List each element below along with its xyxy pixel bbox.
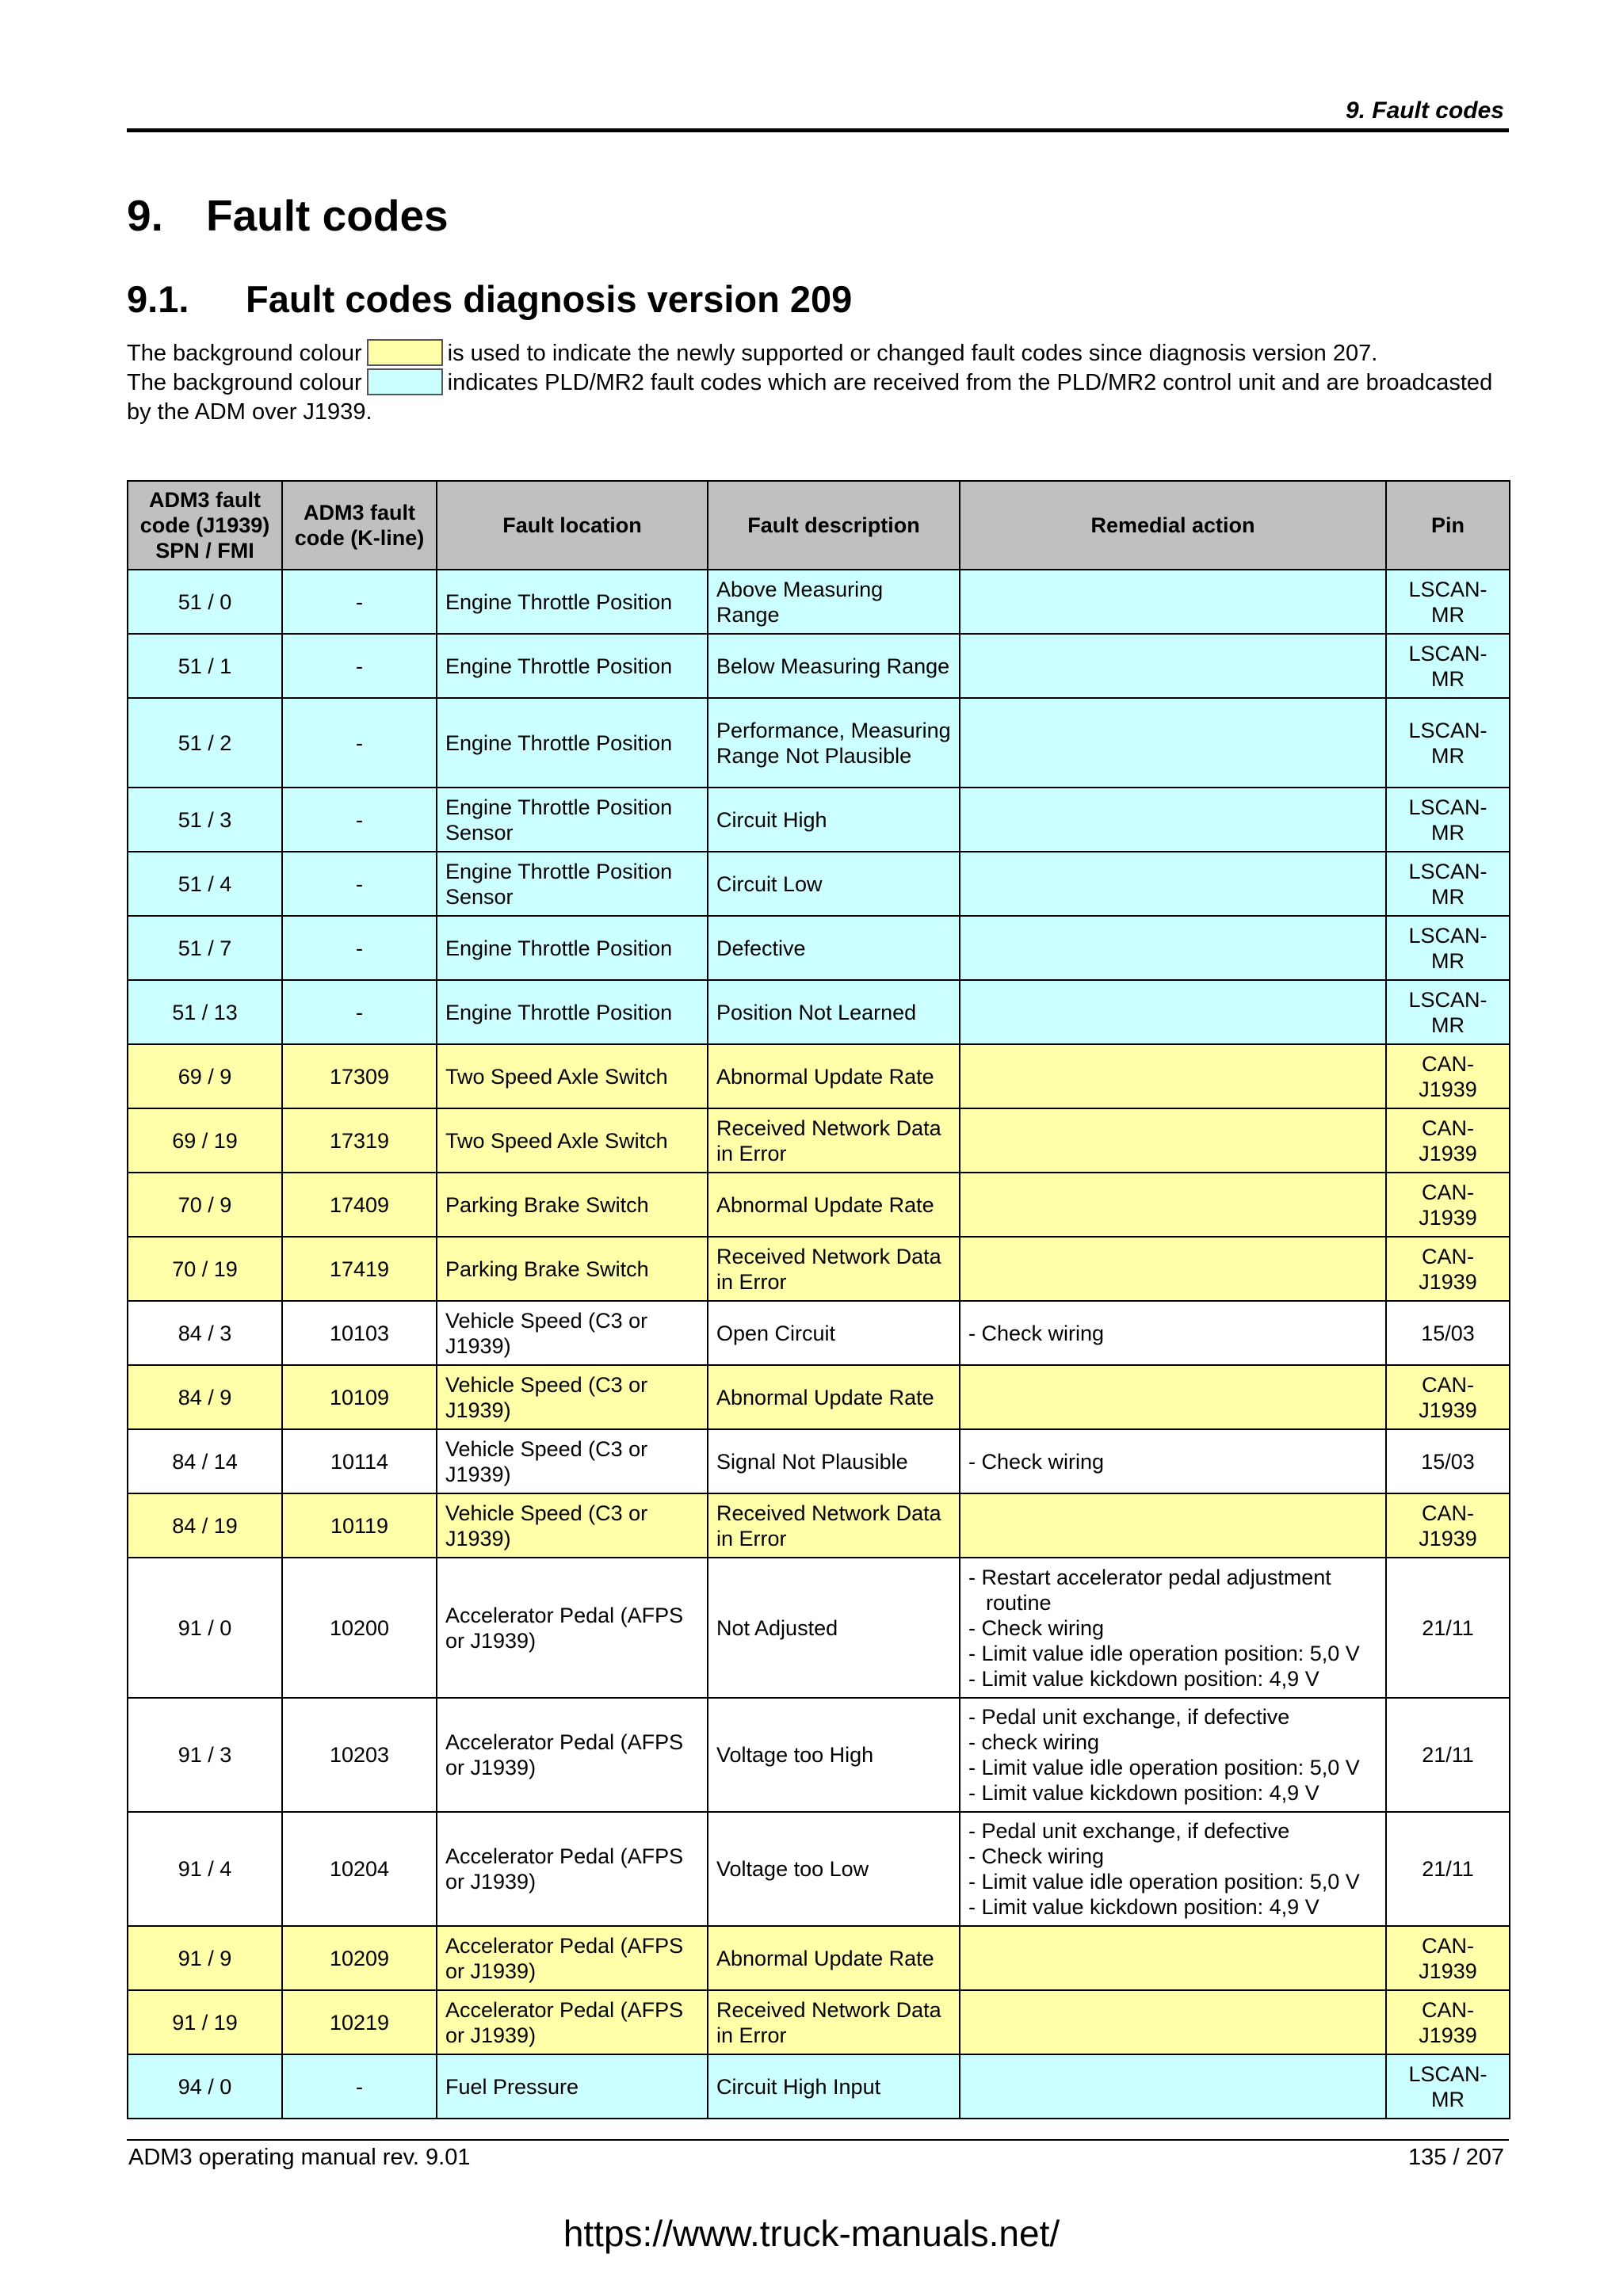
cell-description: Performance, Measuring Range Not Plausible (708, 698, 960, 788)
header-spn-fmi: ADM3 fault code (J1939) SPN / FMI (128, 481, 282, 570)
cell-description: Circuit High (708, 788, 960, 852)
cell-spn-fmi: 51 / 13 (128, 980, 282, 1044)
cell-location: Two Speed Axle Switch (437, 1044, 708, 1108)
cell-location: Engine Throttle Position (437, 634, 708, 698)
cell-remedial (960, 698, 1386, 788)
remedial-item: - Check wiring (968, 1321, 1377, 1346)
cell-kline: 17309 (282, 1044, 437, 1108)
subsection-title: Fault codes diagnosis version 209 (246, 278, 853, 320)
cell-kline: - (282, 2054, 437, 2119)
table-row (128, 1812, 1510, 1926)
table-row (128, 1558, 1510, 1698)
cell-location: Accelerator Pedal (AFPS or J1939) (437, 1558, 708, 1698)
cell-remedial (960, 980, 1386, 1044)
cell-description: Received Network Data in Error (708, 1237, 960, 1301)
cell-kline: 17409 (282, 1173, 437, 1237)
cell-description: Position Not Learned (708, 980, 960, 1044)
cell-remedial (960, 1990, 1386, 2054)
table-row (128, 1301, 1510, 1365)
cell-location: Vehicle Speed (C3 or J1939) (437, 1365, 708, 1429)
cell-pin: 21/11 (1386, 1812, 1510, 1926)
cell-pin: LSCAN-MR (1386, 634, 1510, 698)
table-header-row (128, 481, 1510, 570)
remedial-list (968, 1449, 1377, 1474)
remedial-item: - Pedal unit exchange, if defective (968, 1704, 1377, 1730)
section-title: Fault codes (206, 191, 449, 240)
cyan-swatch (367, 368, 443, 395)
cell-spn-fmi: 51 / 2 (128, 698, 282, 788)
table-body (128, 570, 1510, 2119)
cell-location: Engine Throttle Position Sensor (437, 852, 708, 916)
table-row (128, 570, 1510, 634)
cell-description: Signal Not Plausible (708, 1429, 960, 1493)
intro-line1-after: is used to indicate the newly supported or changed fault codes since diagnosis version 207. (447, 341, 1378, 366)
table-row (128, 1044, 1510, 1108)
yellow-swatch (367, 339, 443, 366)
cell-spn-fmi: 84 / 9 (128, 1365, 282, 1429)
cell-description: Defective (708, 916, 960, 980)
section-number: 9. (127, 191, 163, 240)
cell-location: Accelerator Pedal (AFPS or J1939) (437, 1990, 708, 2054)
intro-paragraph (127, 339, 1522, 427)
cell-location: Fuel Pressure (437, 2054, 708, 2119)
table-row (128, 1108, 1510, 1173)
cell-remedial (960, 1812, 1386, 1926)
cell-pin: 21/11 (1386, 1698, 1510, 1812)
cell-pin: CAN-J1939 (1386, 1237, 1510, 1301)
cell-location: Engine Throttle Position (437, 698, 708, 788)
remedial-item: - Check wiring (968, 1449, 1377, 1474)
cell-pin: 21/11 (1386, 1558, 1510, 1698)
cell-remedial (960, 852, 1386, 916)
remedial-list (968, 1321, 1377, 1346)
remedial-item: - Limit value kickdown position: 4,9 V (968, 1666, 1377, 1691)
table-row (128, 2054, 1510, 2119)
cell-pin: LSCAN-MR (1386, 980, 1510, 1044)
remedial-item: - Limit value idle operation position: 5,0 V (968, 1641, 1377, 1666)
cell-remedial (960, 2054, 1386, 2119)
cell-spn-fmi: 84 / 19 (128, 1493, 282, 1558)
cell-spn-fmi: 69 / 19 (128, 1108, 282, 1173)
cell-kline: - (282, 788, 437, 852)
footer-manual-title: ADM3 operating manual rev. 9.01 (128, 2145, 471, 2170)
cell-spn-fmi: 51 / 0 (128, 570, 282, 634)
cell-pin: CAN-J1939 (1386, 1926, 1510, 1990)
cell-spn-fmi: 70 / 19 (128, 1237, 282, 1301)
cell-pin: CAN-J1939 (1386, 1365, 1510, 1429)
cell-location: Parking Brake Switch (437, 1237, 708, 1301)
cell-remedial (960, 1301, 1386, 1365)
table-row (128, 1698, 1510, 1812)
table-row (128, 634, 1510, 698)
cell-location: Engine Throttle Position (437, 980, 708, 1044)
cell-spn-fmi: 84 / 14 (128, 1429, 282, 1493)
section-heading (127, 190, 449, 241)
cell-pin: CAN-J1939 (1386, 1044, 1510, 1108)
cell-spn-fmi: 91 / 0 (128, 1558, 282, 1698)
cell-location: Vehicle Speed (C3 or J1939) (437, 1493, 708, 1558)
cell-remedial (960, 1558, 1386, 1698)
table-row (128, 1237, 1510, 1301)
cell-remedial (960, 1365, 1386, 1429)
cell-description: Below Measuring Range (708, 634, 960, 698)
header-location: Fault location (437, 481, 708, 570)
cell-spn-fmi: 51 / 4 (128, 852, 282, 916)
intro-line2-after: indicates PLD/MR2 fault codes which are received from the PLD/MR2 control unit and are broadcasted by the ADM over J1939. (127, 370, 1493, 425)
cell-description: Not Adjusted (708, 1558, 960, 1698)
remedial-list (968, 1704, 1377, 1806)
header-kline: ADM3 fault code (K-line) (282, 481, 437, 570)
cell-remedial (960, 1926, 1386, 1990)
table-row (128, 1493, 1510, 1558)
cell-remedial (960, 634, 1386, 698)
cell-pin: 15/03 (1386, 1301, 1510, 1365)
cell-location: Accelerator Pedal (AFPS or J1939) (437, 1698, 708, 1812)
cell-pin: LSCAN-MR (1386, 852, 1510, 916)
cell-description: Circuit Low (708, 852, 960, 916)
table-row (128, 1173, 1510, 1237)
cell-description: Voltage too Low (708, 1812, 960, 1926)
cell-kline: 10103 (282, 1301, 437, 1365)
table-row (128, 1990, 1510, 2054)
cell-location: Engine Throttle Position (437, 570, 708, 634)
remedial-item: - Limit value idle operation position: 5,0 V (968, 1755, 1377, 1780)
cell-description: Open Circuit (708, 1301, 960, 1365)
cell-spn-fmi: 51 / 7 (128, 916, 282, 980)
cell-kline: 10109 (282, 1365, 437, 1429)
table-row (128, 1365, 1510, 1429)
cell-remedial (960, 1173, 1386, 1237)
cell-remedial (960, 1698, 1386, 1812)
cell-kline: 10200 (282, 1558, 437, 1698)
cell-description: Abnormal Update Rate (708, 1044, 960, 1108)
cell-description: Voltage too High (708, 1698, 960, 1812)
table-row (128, 852, 1510, 916)
cell-kline: - (282, 698, 437, 788)
cell-spn-fmi: 69 / 9 (128, 1044, 282, 1108)
table-row (128, 916, 1510, 980)
cell-kline: - (282, 916, 437, 980)
cell-kline: 10219 (282, 1990, 437, 2054)
cell-description: Received Network Data in Error (708, 1108, 960, 1173)
cell-kline: - (282, 634, 437, 698)
table-row (128, 1429, 1510, 1493)
cell-description: Abnormal Update Rate (708, 1926, 960, 1990)
cell-remedial (960, 1237, 1386, 1301)
subsection-heading (127, 277, 852, 321)
table-row (128, 788, 1510, 852)
cell-kline: - (282, 570, 437, 634)
remedial-item: - Limit value idle operation position: 5,0 V (968, 1869, 1377, 1894)
cell-spn-fmi: 91 / 9 (128, 1926, 282, 1990)
cell-pin: LSCAN-MR (1386, 916, 1510, 980)
cell-remedial (960, 1493, 1386, 1558)
cell-spn-fmi: 91 / 3 (128, 1698, 282, 1812)
cell-description: Above Measuring Range (708, 570, 960, 634)
cell-remedial (960, 788, 1386, 852)
header-description: Fault description (708, 481, 960, 570)
cell-pin: LSCAN-MR (1386, 570, 1510, 634)
cell-remedial (960, 1044, 1386, 1108)
cell-location: Parking Brake Switch (437, 1173, 708, 1237)
cell-spn-fmi: 91 / 19 (128, 1990, 282, 2054)
cell-description: Abnormal Update Rate (708, 1365, 960, 1429)
fault-codes-table (127, 480, 1510, 2119)
footer-rule (127, 2139, 1509, 2141)
cell-spn-fmi: 70 / 9 (128, 1173, 282, 1237)
table-row (128, 698, 1510, 788)
remedial-item: - check wiring (968, 1730, 1377, 1755)
cell-pin: CAN-J1939 (1386, 1173, 1510, 1237)
cell-location: Vehicle Speed (C3 or J1939) (437, 1301, 708, 1365)
remedial-list (968, 1565, 1377, 1691)
cell-spn-fmi: 91 / 4 (128, 1812, 282, 1926)
cell-kline: - (282, 852, 437, 916)
cell-remedial (960, 916, 1386, 980)
cell-remedial (960, 570, 1386, 634)
cell-kline: 17419 (282, 1237, 437, 1301)
cell-remedial (960, 1429, 1386, 1493)
remedial-item: - Restart accelerator pedal adjustment routine (968, 1565, 1377, 1615)
cell-pin: CAN-J1939 (1386, 1108, 1510, 1173)
remedial-item: - Check wiring (968, 1615, 1377, 1641)
remedial-item: - Pedal unit exchange, if defective (968, 1818, 1377, 1844)
header-rule (127, 128, 1509, 132)
subsection-number: 9.1. (127, 278, 189, 320)
footer-page-number: 135 / 207 (1408, 2145, 1504, 2170)
cell-spn-fmi: 84 / 3 (128, 1301, 282, 1365)
cell-description: Received Network Data in Error (708, 1493, 960, 1558)
table-row (128, 980, 1510, 1044)
cell-kline: 10203 (282, 1698, 437, 1812)
cell-location: Accelerator Pedal (AFPS or J1939) (437, 1812, 708, 1926)
intro-line-new (127, 339, 1522, 368)
remedial-item: - Check wiring (968, 1844, 1377, 1869)
cell-spn-fmi: 51 / 3 (128, 788, 282, 852)
cell-kline: 10114 (282, 1429, 437, 1493)
cell-pin: CAN-J1939 (1386, 1493, 1510, 1558)
cell-pin: LSCAN-MR (1386, 788, 1510, 852)
cell-pin: LSCAN-MR (1386, 2054, 1510, 2119)
cell-location: Two Speed Axle Switch (437, 1108, 708, 1173)
cell-remedial (960, 1108, 1386, 1173)
running-header: 9. Fault codes (1345, 97, 1504, 124)
cell-location: Accelerator Pedal (AFPS or J1939) (437, 1926, 708, 1990)
cell-pin: CAN-J1939 (1386, 1990, 1510, 2054)
remedial-item: - Limit value kickdown position: 4,9 V (968, 1780, 1377, 1806)
cell-kline: - (282, 980, 437, 1044)
cell-location: Engine Throttle Position Sensor (437, 788, 708, 852)
intro-line1-before: The background colour (127, 341, 362, 366)
header-pin: Pin (1386, 481, 1510, 570)
cell-kline: 17319 (282, 1108, 437, 1173)
remedial-item: - Limit value kickdown position: 4,9 V (968, 1894, 1377, 1920)
intro-line2-before: The background colour (127, 370, 362, 395)
cell-pin: LSCAN-MR (1386, 698, 1510, 788)
cell-pin: 15/03 (1386, 1429, 1510, 1493)
cell-description: Abnormal Update Rate (708, 1173, 960, 1237)
table-row (128, 1926, 1510, 1990)
remedial-list (968, 1818, 1377, 1920)
cell-kline: 10209 (282, 1926, 437, 1990)
cell-location: Engine Throttle Position (437, 916, 708, 980)
header-remedial: Remedial action (960, 481, 1386, 570)
cell-location: Vehicle Speed (C3 or J1939) (437, 1429, 708, 1493)
watermark-url: https://www.truck-manuals.net/ (563, 2213, 1060, 2254)
cell-spn-fmi: 94 / 0 (128, 2054, 282, 2119)
cell-description: Circuit High Input (708, 2054, 960, 2119)
cell-kline: 10119 (282, 1493, 437, 1558)
cell-description: Received Network Data in Error (708, 1990, 960, 2054)
intro-line-pld (127, 368, 1522, 427)
cell-spn-fmi: 51 / 1 (128, 634, 282, 698)
cell-kline: 10204 (282, 1812, 437, 1926)
